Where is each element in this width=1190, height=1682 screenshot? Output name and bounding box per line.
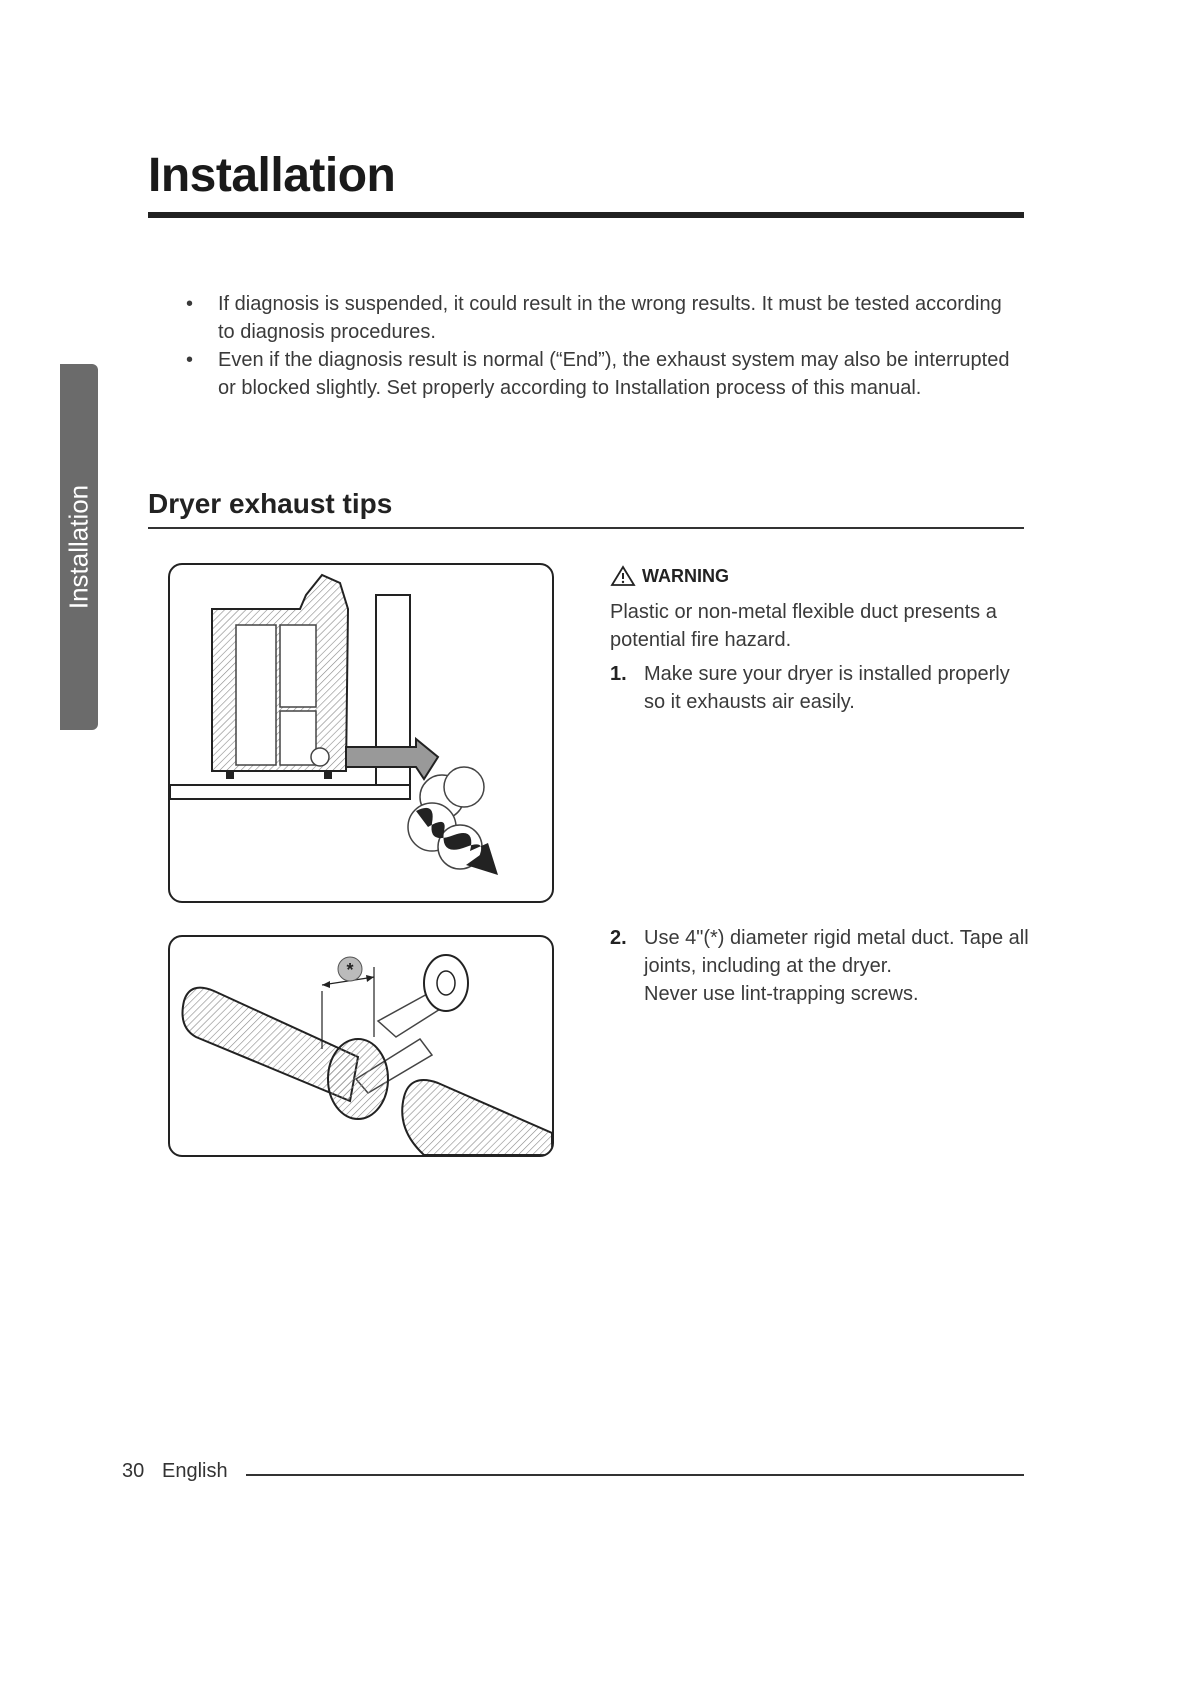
page-number: 30: [122, 1460, 145, 1482]
title-divider: [148, 212, 1024, 218]
footer-language: English: [162, 1460, 228, 1482]
rigid-duct-illustration: [168, 935, 554, 1157]
warning-triangle-icon: [610, 565, 636, 587]
step-text-note: Never use lint-trapping screws.: [644, 983, 919, 1005]
section-title: Dryer exhaust tips: [148, 488, 393, 519]
bullet-icon: •: [186, 349, 194, 371]
duct-end: [328, 1039, 388, 1119]
duct-section-lower: [402, 1080, 552, 1155]
page-title: Installation: [148, 149, 396, 202]
warning-text: Plastic or non-metal flexible duct presents a potential fire hazard.: [610, 601, 997, 651]
dryer-exhaust-drawing: [170, 565, 552, 901]
step-2: [610, 924, 1030, 1008]
side-tab: [60, 364, 98, 730]
warning-label: WARNING: [642, 565, 729, 586]
step-text: Use 4"(*) diameter rigid metal duct. Tape all joints, including at the dryer.: [644, 927, 1029, 977]
notes-list: [178, 290, 1018, 402]
step-1: [610, 660, 1030, 716]
side-tab-label: Installation: [63, 484, 94, 610]
diameter-marker: *: [346, 960, 354, 980]
step-number: 1.: [610, 663, 627, 685]
warning-heading: [610, 565, 729, 587]
floor-shelf: [170, 785, 410, 799]
step-text: Make sure your dryer is installed properly so it exhausts air easily.: [644, 663, 1010, 713]
note-text: If diagnosis is suspended, it could result in the wrong results. It must be tested according to diagnosis procedures.: [218, 293, 1002, 343]
list-item: [178, 346, 1018, 402]
footer-divider: [246, 1474, 1024, 1476]
list-item: [178, 290, 1018, 346]
section-divider: [148, 527, 1024, 529]
note-text: Even if the diagnosis result is normal (“End”), the exhaust system may also be interrupted or blocked slightly. Set properly according to Installation process of this manual.: [218, 349, 1010, 399]
rigid-duct-drawing: [170, 937, 552, 1155]
bullet-icon: •: [186, 293, 194, 315]
dryer-exhaust-illustration: [168, 563, 554, 903]
step-number: 2.: [610, 927, 627, 949]
